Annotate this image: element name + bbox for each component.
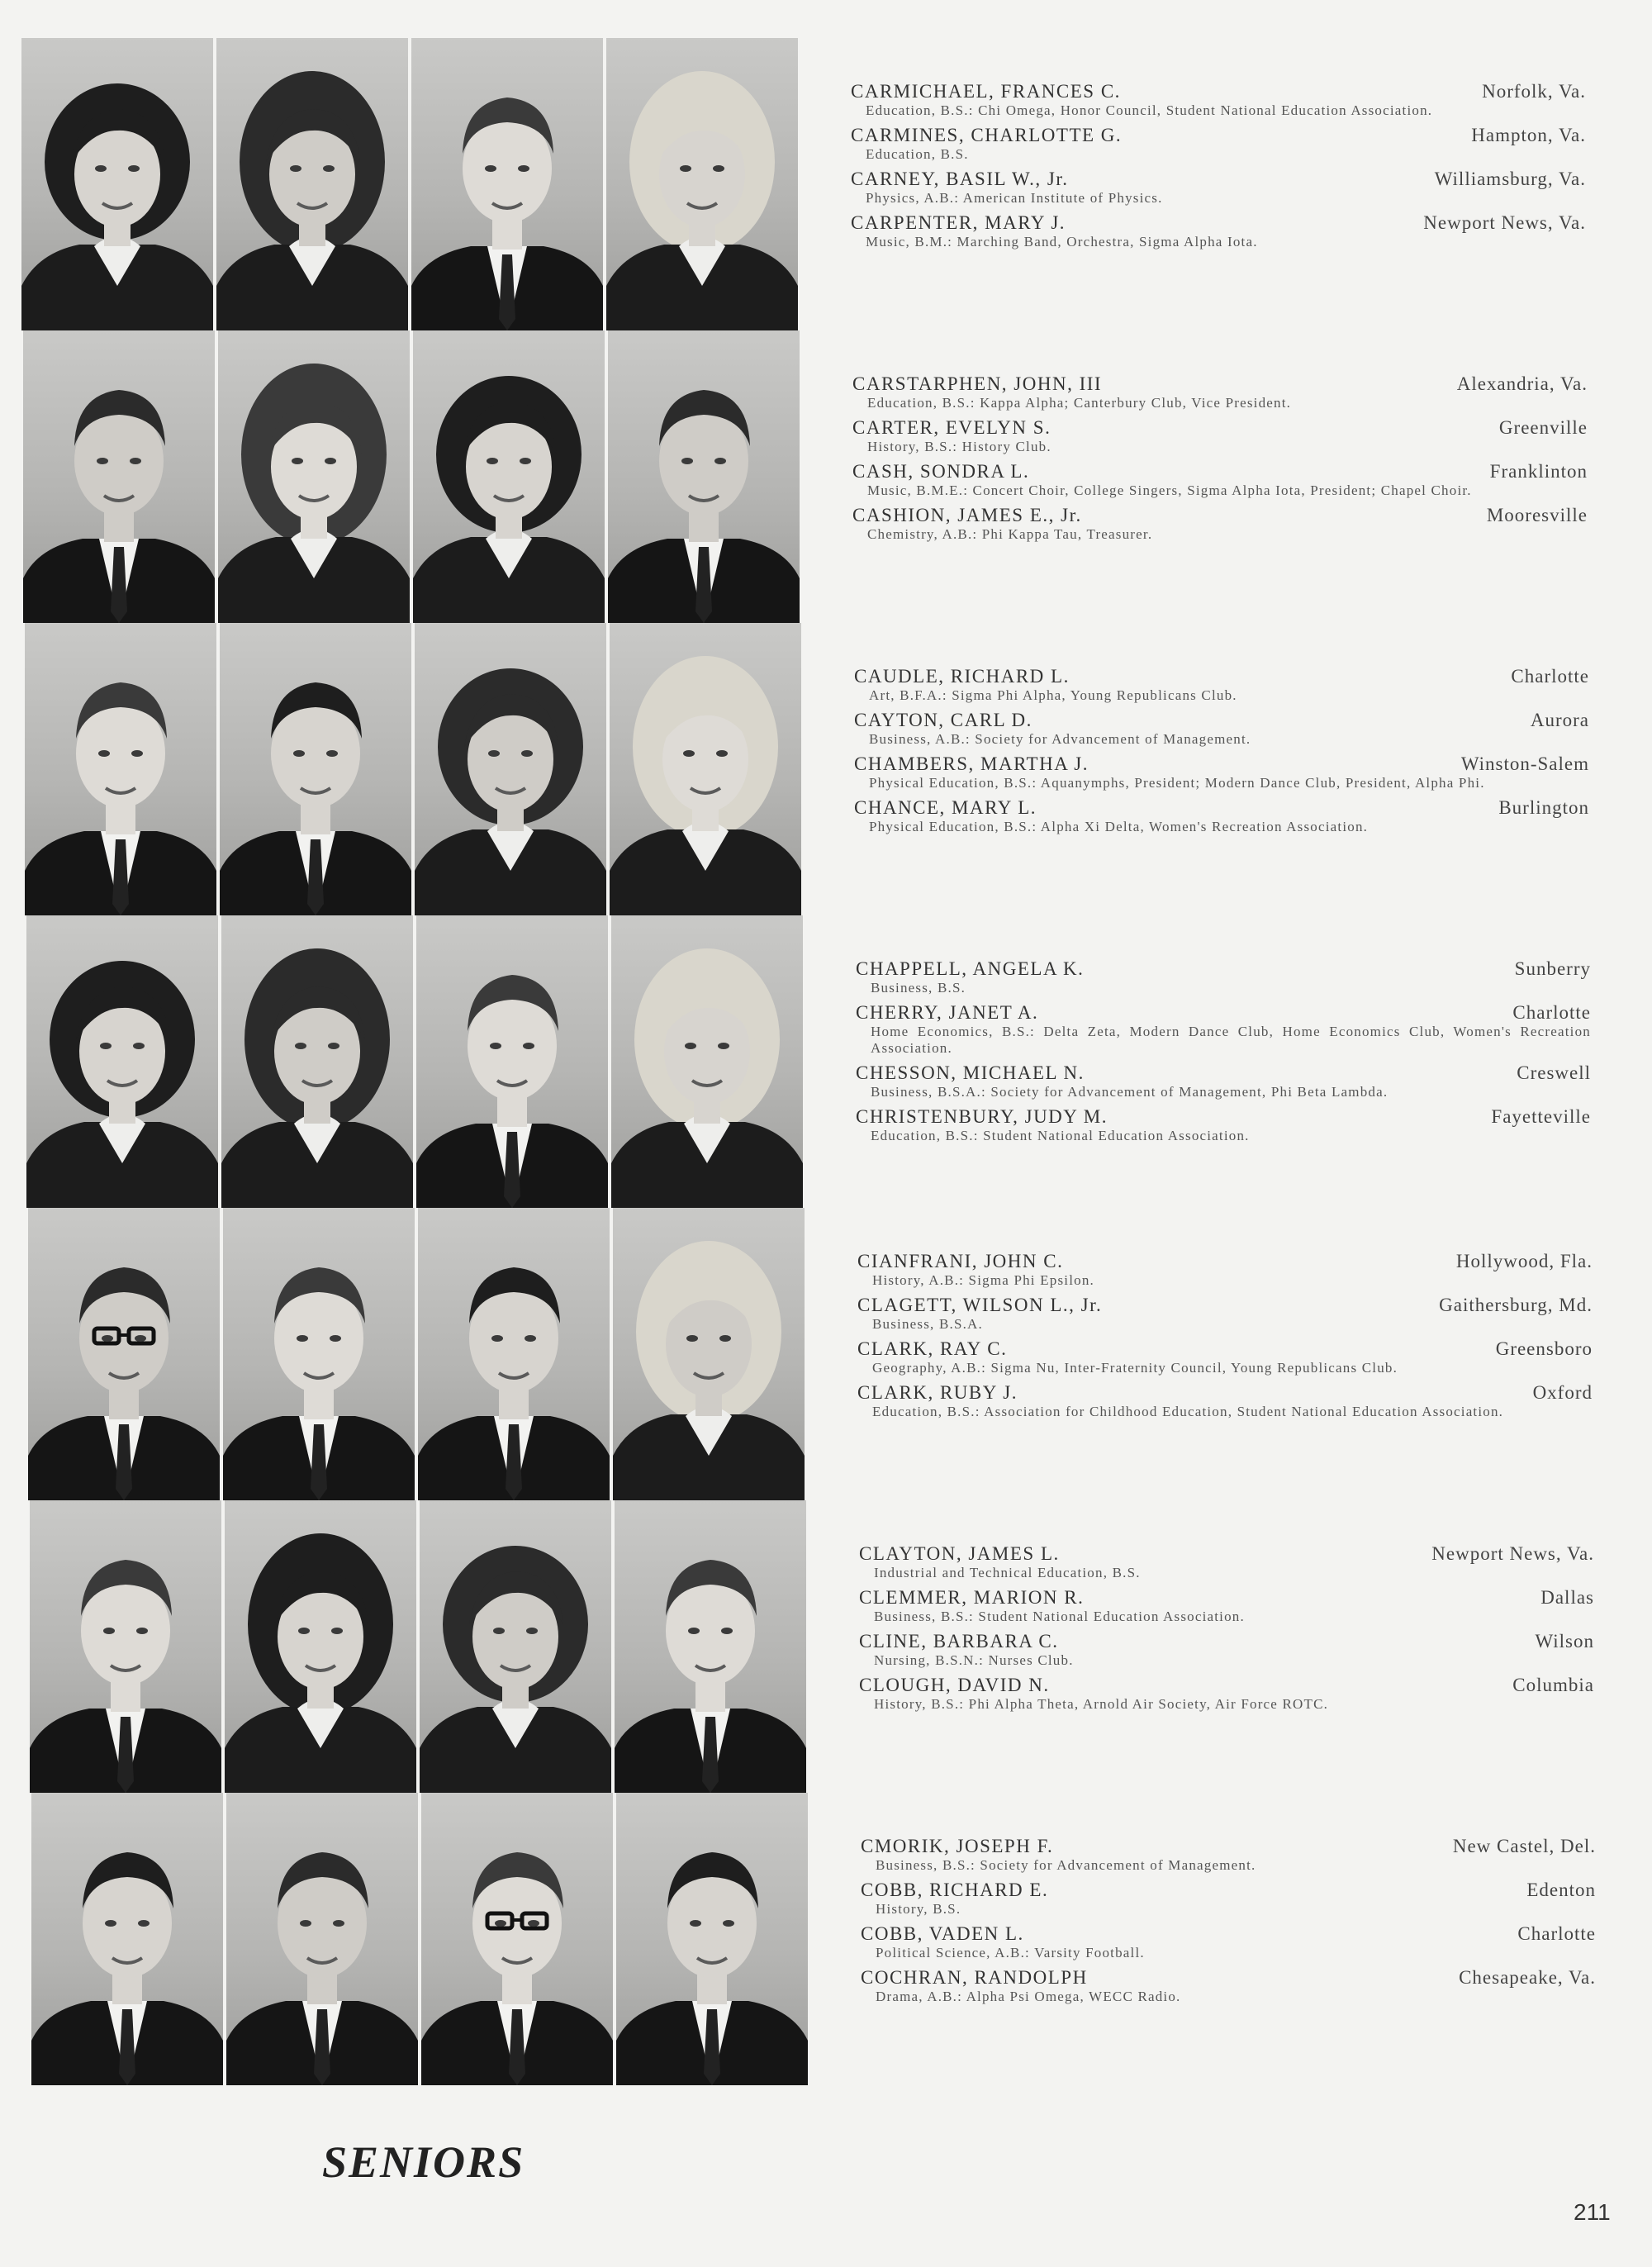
hometown: Williamsburg, Va. — [1434, 169, 1586, 189]
student-details: Nursing, B.S.N.: Nurses Club. — [874, 1652, 1074, 1668]
portrait-photo — [606, 38, 798, 330]
hometown: Hampton, Va. — [1471, 125, 1586, 145]
student-details: Physics, A.B.: American Institute of Physics. — [866, 190, 1163, 206]
entry-heading — [851, 81, 1586, 102]
portrait-photo — [420, 1500, 611, 1793]
portrait-photo — [31, 1793, 223, 2085]
portrait-photo — [225, 1500, 416, 1793]
student-name: COCHRAN, RANDOLPH — [861, 1967, 1088, 1988]
portrait-photo — [26, 915, 218, 1208]
student-name: COBB, RICHARD E. — [861, 1880, 1049, 1900]
senior-entry — [854, 753, 1589, 791]
student-details: Physical Education, B.S.: Aquanymphs, President; Modern Dance Club, President, Alpha Phi. — [869, 775, 1485, 791]
portrait-photo — [608, 330, 800, 623]
entry-block — [859, 1543, 1594, 1718]
hometown: Greensboro — [1495, 1338, 1593, 1359]
student-name: CLOUGH, DAVID N. — [859, 1675, 1050, 1695]
entry-block — [861, 1836, 1596, 2011]
entry-heading — [856, 958, 1591, 980]
senior-entry — [851, 212, 1586, 250]
hometown: Chesapeake, Va. — [1459, 1967, 1596, 1988]
portrait-photo — [610, 623, 801, 915]
senior-entry — [861, 1967, 1596, 2005]
portrait-photo — [220, 623, 411, 915]
entry-heading — [852, 505, 1588, 526]
portrait-photo — [25, 623, 216, 915]
senior-entry — [857, 1382, 1593, 1420]
entry-heading — [857, 1382, 1593, 1404]
senior-entry — [861, 1880, 1596, 1918]
student-details: Physical Education, B.S.: Alpha Xi Delta, Women's Recreation Association. — [869, 819, 1369, 834]
student-name: CASHION, JAMES E., Jr. — [852, 505, 1082, 525]
student-details: History, B.S.: Phi Alpha Theta, Arnold Air Society, Air Force ROTC. — [874, 1696, 1329, 1712]
student-name: CIANFRANI, JOHN C. — [857, 1251, 1064, 1271]
student-name: CHAPPELL, ANGELA K. — [856, 958, 1085, 979]
portrait-photo — [21, 38, 213, 330]
hometown: Edenton — [1526, 1880, 1596, 1900]
student-details: History, A.B.: Sigma Phi Epsilon. — [872, 1272, 1094, 1288]
hometown: Aurora — [1530, 710, 1589, 730]
portrait-row — [23, 330, 808, 623]
entry-heading — [861, 1836, 1596, 1857]
entry-heading — [854, 797, 1589, 819]
entry-heading — [857, 1251, 1593, 1272]
entry-heading — [857, 1338, 1593, 1360]
entry-heading — [859, 1675, 1594, 1696]
student-details: History, B.S. — [876, 1901, 961, 1917]
entry-heading — [854, 710, 1589, 731]
entry-heading — [856, 1002, 1591, 1024]
senior-entry — [857, 1251, 1593, 1289]
student-details: Music, B.M.: Marching Band, Orchestra, Sigma Alpha Iota. — [866, 234, 1258, 250]
portrait-photo — [418, 1208, 610, 1500]
entry-heading — [854, 753, 1589, 775]
student-name: CARTER, EVELYN S. — [852, 417, 1051, 438]
entry-block — [856, 958, 1591, 1150]
student-name: CHAMBERS, MARTHA J. — [854, 753, 1089, 774]
student-name: COBB, VADEN L. — [861, 1923, 1024, 1944]
senior-entry — [856, 1106, 1591, 1144]
hometown: Dallas — [1540, 1587, 1594, 1608]
hometown: Charlotte — [1512, 1002, 1591, 1023]
entry-heading — [859, 1543, 1594, 1565]
hometown: Franklinton — [1489, 461, 1588, 482]
hometown: Hollywood, Fla. — [1455, 1251, 1593, 1271]
portrait-photo — [28, 1208, 220, 1500]
portrait-photo — [421, 1793, 613, 2085]
entry-heading — [857, 1295, 1593, 1316]
hometown: Norfolk, Va. — [1482, 81, 1586, 102]
entry-heading — [859, 1631, 1594, 1652]
student-name: CLAGETT, WILSON L., Jr. — [857, 1295, 1103, 1315]
portrait-photo — [411, 38, 603, 330]
senior-entry — [852, 373, 1588, 411]
student-name: CARPENTER, MARY J. — [851, 212, 1066, 233]
senior-entry — [859, 1631, 1594, 1669]
senior-entry — [856, 1062, 1591, 1100]
student-name: CAUDLE, RICHARD L. — [854, 666, 1070, 687]
student-details: Drama, A.B.: Alpha Psi Omega, WECC Radio. — [876, 1989, 1181, 2004]
student-details: Education, B.S. — [866, 146, 969, 162]
senior-entry — [861, 1923, 1596, 1961]
student-name: CAYTON, CARL D. — [854, 710, 1032, 730]
hometown: Burlington — [1498, 797, 1589, 818]
entry-heading — [861, 1880, 1596, 1901]
entry-block — [852, 373, 1588, 549]
portrait-photo — [413, 330, 605, 623]
portrait-row — [25, 623, 809, 915]
entry-heading — [852, 373, 1588, 395]
student-details: History, B.S.: History Club. — [867, 439, 1051, 454]
hometown: Winston-Salem — [1460, 753, 1589, 774]
senior-entry — [852, 461, 1588, 499]
student-details: Industrial and Technical Education, B.S. — [874, 1565, 1141, 1580]
entry-heading — [851, 125, 1586, 146]
entry-heading — [861, 1967, 1596, 1989]
hometown: Columbia — [1512, 1675, 1594, 1695]
portrait-grid — [21, 38, 806, 2087]
senior-entry — [857, 1338, 1593, 1376]
portrait-photo — [218, 330, 410, 623]
portrait-photo — [415, 623, 606, 915]
student-name: CLARK, RUBY J. — [857, 1382, 1018, 1403]
student-details: Music, B.M.E.: Concert Choir, College Singers, Sigma Alpha Iota, President; Chapel Choir. — [867, 482, 1472, 498]
hometown: Newport News, Va. — [1423, 212, 1586, 233]
student-name: CARMINES, CHARLOTTE G. — [851, 125, 1123, 145]
hometown: Charlotte — [1517, 1923, 1596, 1944]
entry-block — [857, 1251, 1593, 1426]
student-name: CHANCE, MARY L. — [854, 797, 1037, 818]
senior-entry — [859, 1543, 1594, 1581]
student-details: Business, B.S. — [871, 980, 966, 996]
hometown: Mooresville — [1486, 505, 1588, 525]
portrait-photo — [216, 38, 408, 330]
student-details: Education, B.S.: Kappa Alpha; Canterbury Club, Vice President. — [867, 395, 1292, 411]
hometown: New Castel, Del. — [1452, 1836, 1596, 1856]
entry-heading — [852, 417, 1588, 439]
entry-heading — [861, 1923, 1596, 1945]
portrait-row — [21, 38, 806, 330]
portrait-photo — [223, 1208, 415, 1500]
entry-heading — [856, 1106, 1591, 1128]
senior-entry — [861, 1836, 1596, 1874]
entry-heading — [856, 1062, 1591, 1084]
senior-entry — [851, 125, 1586, 163]
portrait-photo — [616, 1793, 808, 2085]
hometown: Oxford — [1532, 1382, 1593, 1403]
senior-entry — [859, 1587, 1594, 1625]
portrait-row — [28, 1208, 813, 1500]
student-details: Business, B.S.A.: Society for Advancement of Management, Phi Beta Lambda. — [871, 1084, 1389, 1100]
portrait-photo — [615, 1500, 806, 1793]
portrait-row — [31, 1793, 816, 2085]
student-details: Political Science, A.B.: Varsity Football. — [876, 1945, 1145, 1960]
student-name: CARMICHAEL, FRANCES C. — [851, 81, 1121, 102]
student-details: Education, B.S.: Association for Childhood Education, Student National Education Association. — [872, 1404, 1504, 1419]
entry-heading — [851, 169, 1586, 190]
portrait-photo — [613, 1208, 805, 1500]
portrait-row — [30, 1500, 814, 1793]
hometown: Fayetteville — [1491, 1106, 1591, 1127]
senior-entry — [859, 1675, 1594, 1713]
portrait-photo — [416, 915, 608, 1208]
student-name: CMORIK, JOSEPH F. — [861, 1836, 1054, 1856]
student-name: CHRISTENBURY, JUDY M. — [856, 1106, 1108, 1127]
portrait-photo — [226, 1793, 418, 2085]
senior-entry — [856, 1002, 1591, 1057]
hometown: Charlotte — [1511, 666, 1589, 687]
hometown: Greenville — [1498, 417, 1588, 438]
student-name: CLARK, RAY C. — [857, 1338, 1008, 1359]
student-name: CASH, SONDRA L. — [852, 461, 1030, 482]
student-name: CLEMMER, MARION R. — [859, 1587, 1085, 1608]
student-details: Education, B.S.: Student National Education Association. — [871, 1128, 1250, 1143]
senior-entry — [854, 666, 1589, 704]
portrait-photo — [23, 330, 215, 623]
student-details: Home Economics, B.S.: Delta Zeta, Modern Dance Club, Home Economics Club, Women's Recreation Association. — [871, 1024, 1591, 1056]
hometown: Sunberry — [1514, 958, 1591, 979]
student-name: CARNEY, BASIL W., Jr. — [851, 169, 1069, 189]
entry-heading — [851, 212, 1586, 234]
page-number: 211 — [1574, 2199, 1611, 2225]
student-details: Chemistry, A.B.: Phi Kappa Tau, Treasurer. — [867, 526, 1153, 542]
student-details: Education, B.S.: Chi Omega, Honor Council, Student National Education Association. — [866, 102, 1433, 118]
student-name: CARSTARPHEN, JOHN, III — [852, 373, 1103, 394]
senior-entry — [856, 958, 1591, 996]
entry-heading — [854, 666, 1589, 687]
hometown: Gaithersburg, Md. — [1439, 1295, 1593, 1315]
student-name: CHERRY, JANET A. — [856, 1002, 1039, 1023]
senior-entry — [852, 505, 1588, 543]
senior-entry — [851, 81, 1586, 119]
hometown: Wilson — [1535, 1631, 1594, 1652]
entry-block — [851, 81, 1586, 256]
student-details: Art, B.F.A.: Sigma Phi Alpha, Young Republicans Club. — [869, 687, 1237, 703]
portrait-photo — [611, 915, 803, 1208]
portrait-photo — [221, 915, 413, 1208]
student-name: CLAYTON, JAMES L. — [859, 1543, 1060, 1564]
senior-entry — [852, 417, 1588, 455]
portrait-photo — [30, 1500, 221, 1793]
senior-entry — [857, 1295, 1593, 1333]
entry-heading — [859, 1587, 1594, 1609]
senior-entry — [854, 797, 1589, 835]
hometown: Newport News, Va. — [1431, 1543, 1594, 1564]
student-details: Business, B.S.A. — [872, 1316, 983, 1332]
student-details: Business, B.S.: Student National Education Association. — [874, 1609, 1245, 1624]
student-name: CLINE, BARBARA C. — [859, 1631, 1059, 1652]
student-details: Business, A.B.: Society for Advancement of Management. — [869, 731, 1251, 747]
student-details: Geography, A.B.: Sigma Nu, Inter-Fraternity Council, Young Republicans Club. — [872, 1360, 1398, 1376]
student-name: CHESSON, MICHAEL N. — [856, 1062, 1085, 1083]
entry-heading — [852, 461, 1588, 482]
hometown: Creswell — [1517, 1062, 1591, 1083]
portrait-row — [26, 915, 811, 1208]
senior-entry — [851, 169, 1586, 207]
student-details: Business, B.S.: Society for Advancement of Management. — [876, 1857, 1256, 1873]
senior-entry — [854, 710, 1589, 748]
section-title: SENIORS — [322, 2137, 525, 2187]
hometown: Alexandria, Va. — [1456, 373, 1588, 394]
entry-block — [854, 666, 1589, 841]
